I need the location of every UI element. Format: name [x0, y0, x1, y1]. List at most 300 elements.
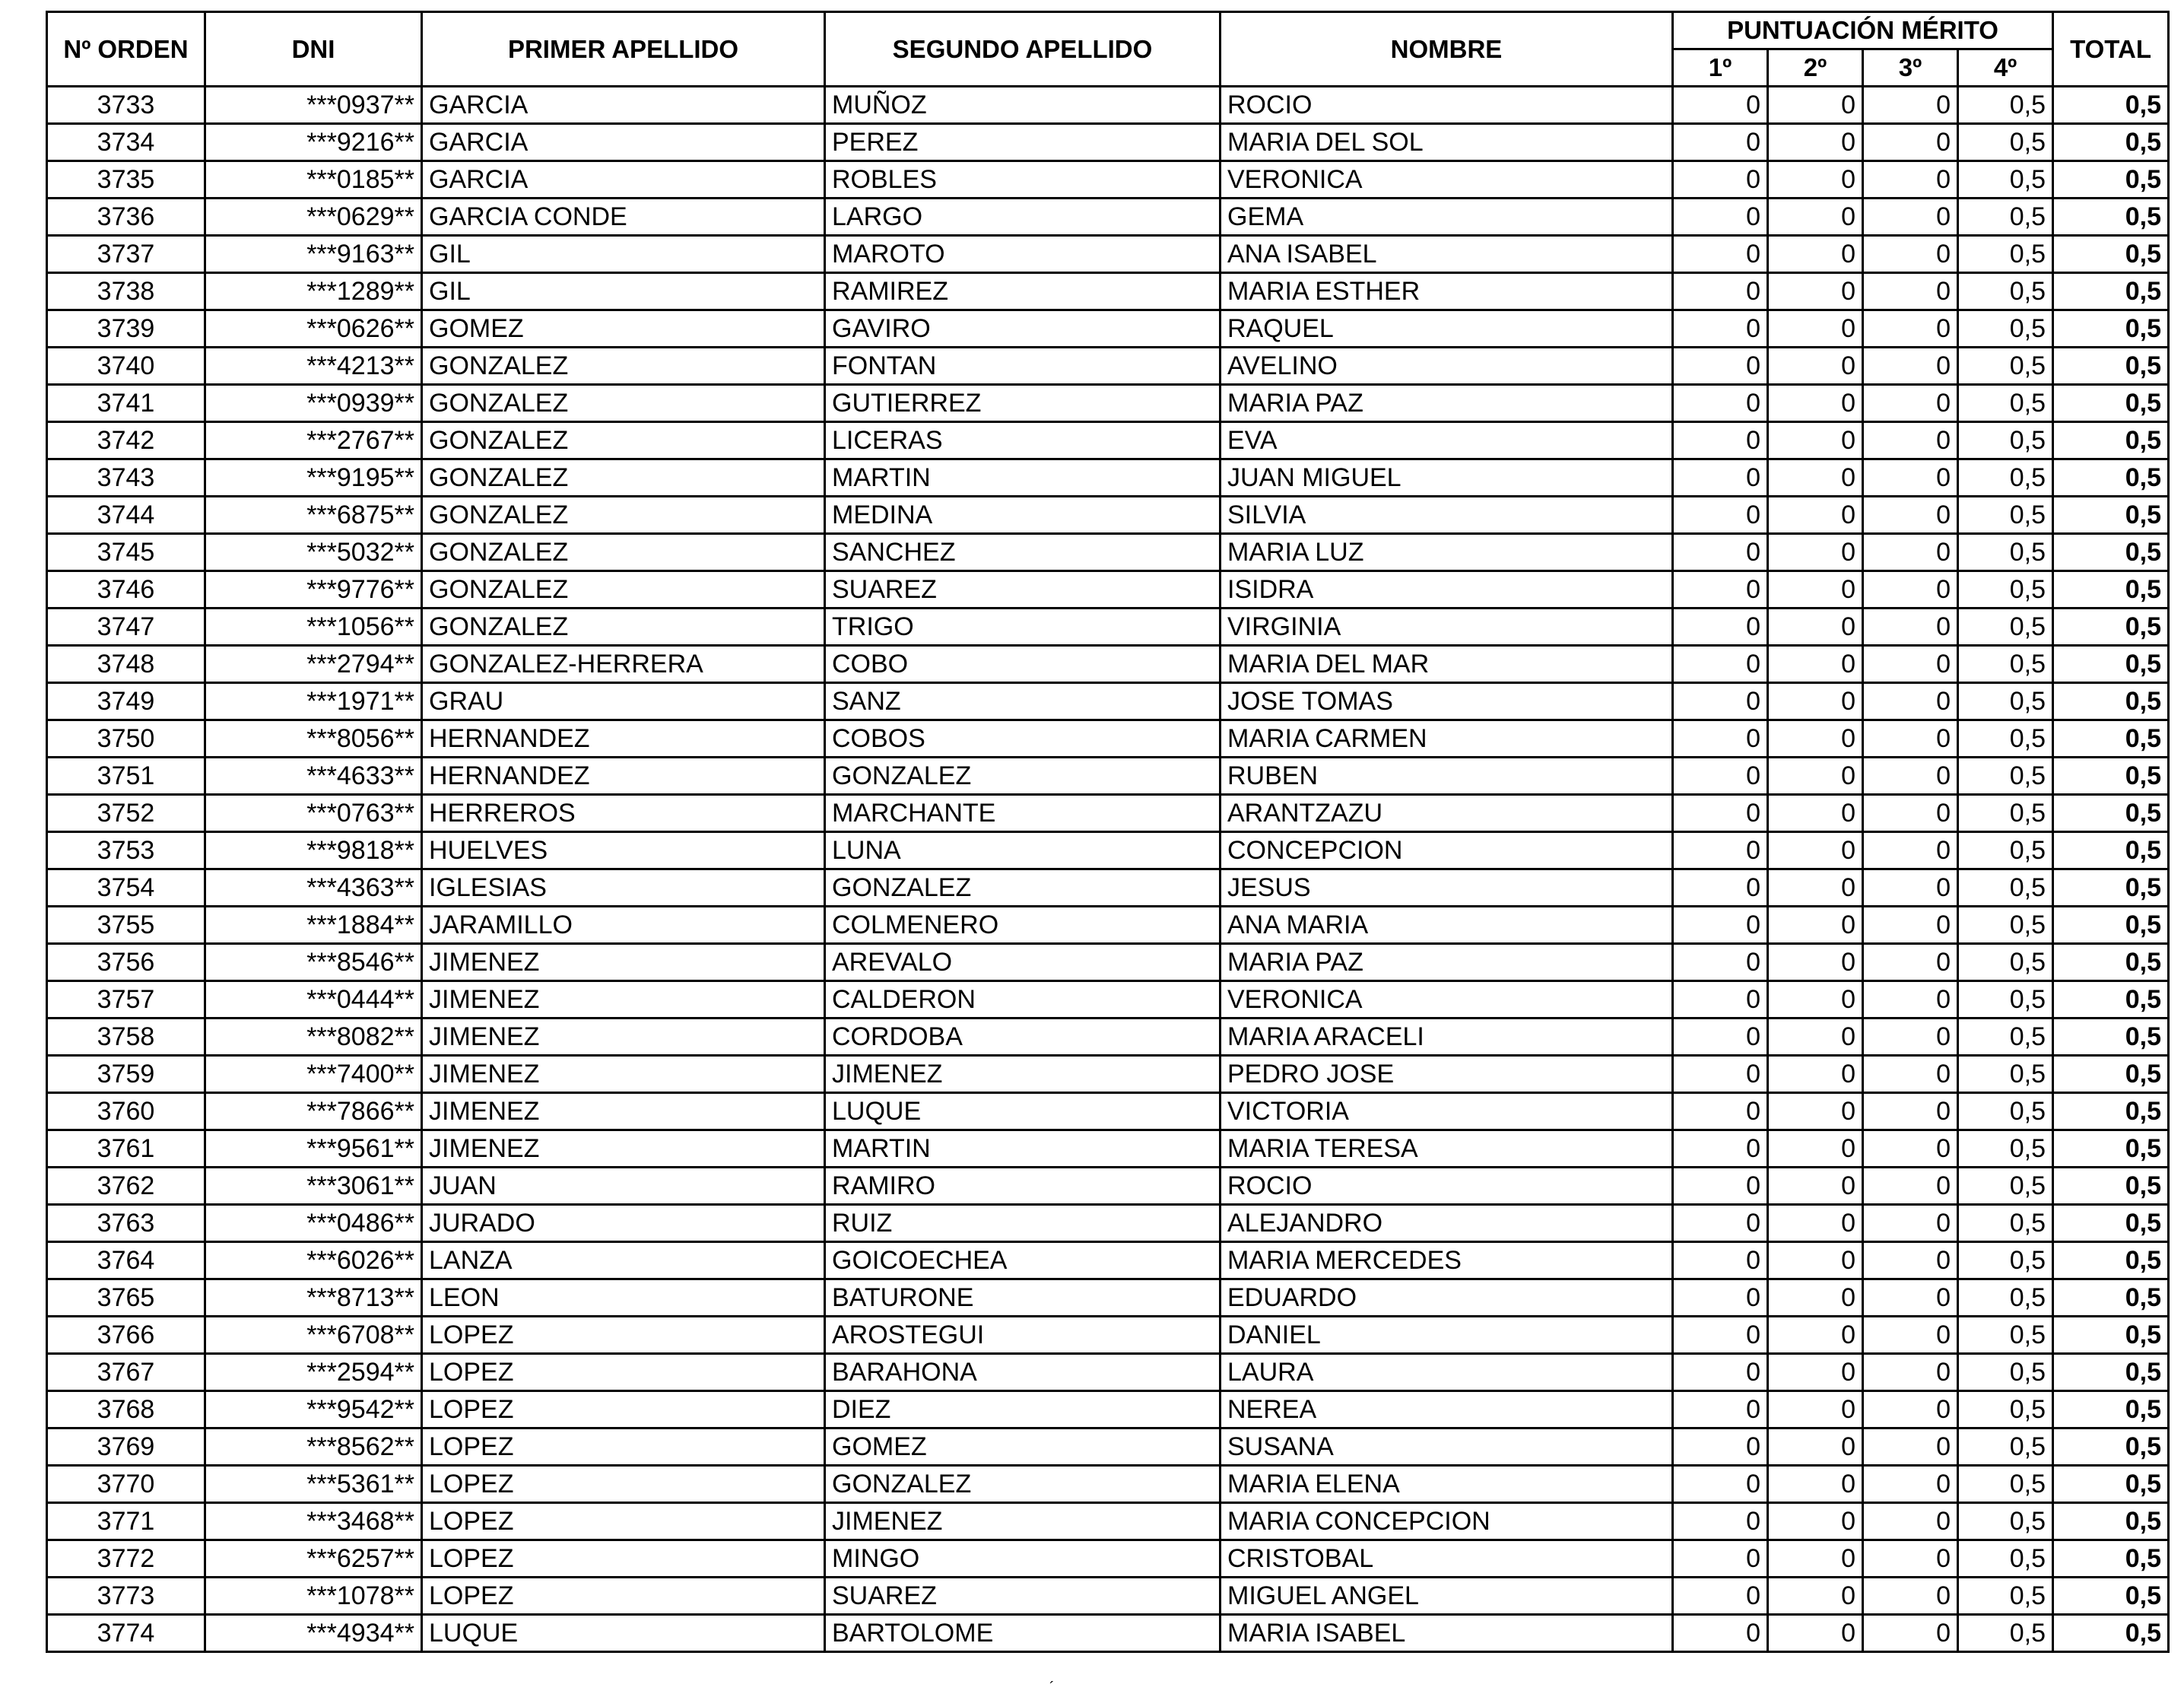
table-row — [47, 534, 2169, 571]
cell-merito-1: 0 — [1673, 1540, 1768, 1578]
cell-merito-1: 0 — [1673, 1391, 1768, 1428]
cell-orden: 3764 — [47, 1242, 205, 1279]
cell-merito-4: 0,5 — [1958, 459, 2053, 497]
cell-total: 0,5 — [2053, 497, 2169, 534]
cell-merito-4: 0,5 — [1958, 571, 2053, 609]
cell-nombre: LAURA — [1221, 1354, 1673, 1391]
cell-segundo-apellido: CORDOBA — [825, 1019, 1221, 1056]
cell-segundo-apellido: MARTIN — [825, 459, 1221, 497]
cell-merito-2: 0 — [1768, 981, 1863, 1019]
cell-nombre: ANA ISABEL — [1221, 236, 1673, 273]
cell-merito-2: 0 — [1768, 795, 1863, 832]
cell-nombre: AVELINO — [1221, 348, 1673, 385]
cell-nombre: SUSANA — [1221, 1428, 1673, 1466]
cell-segundo-apellido: GONZALEZ — [825, 1466, 1221, 1503]
cell-merito-1: 0 — [1673, 944, 1768, 981]
cell-orden: 3760 — [47, 1093, 205, 1130]
cell-primer-apellido: GONZALEZ — [422, 459, 825, 497]
cell-primer-apellido: JIMENEZ — [422, 1093, 825, 1130]
cell-primer-apellido: HERREROS — [422, 795, 825, 832]
cell-merito-4: 0,5 — [1958, 310, 2053, 348]
cell-merito-2: 0 — [1768, 646, 1863, 683]
cell-merito-3: 0 — [1863, 1093, 1958, 1130]
cell-segundo-apellido: MARCHANTE — [825, 795, 1221, 832]
cell-merito-3: 0 — [1863, 869, 1958, 907]
cell-primer-apellido: JUAN — [422, 1168, 825, 1205]
cell-total: 0,5 — [2053, 683, 2169, 720]
cell-dni: ***8082** — [205, 1019, 422, 1056]
table-row — [47, 1205, 2169, 1242]
cell-merito-3: 0 — [1863, 1615, 1958, 1652]
cell-nombre: VIRGINIA — [1221, 609, 1673, 646]
cell-orden: 3751 — [47, 758, 205, 795]
cell-orden: 3753 — [47, 832, 205, 869]
cell-orden: 3755 — [47, 907, 205, 944]
cell-segundo-apellido: COLMENERO — [825, 907, 1221, 944]
table-row — [47, 1279, 2169, 1317]
cell-orden: 3745 — [47, 534, 205, 571]
cell-nombre: ISIDRA — [1221, 571, 1673, 609]
cell-merito-3: 0 — [1863, 459, 1958, 497]
cell-dni: ***4363** — [205, 869, 422, 907]
cell-merito-1: 0 — [1673, 571, 1768, 609]
cell-segundo-apellido: GOICOECHEA — [825, 1242, 1221, 1279]
cell-segundo-apellido: RUIZ — [825, 1205, 1221, 1242]
cell-merito-4: 0,5 — [1958, 1540, 2053, 1578]
table-row — [47, 273, 2169, 310]
cell-dni: ***9195** — [205, 459, 422, 497]
cell-dni: ***8056** — [205, 720, 422, 758]
table-row — [47, 87, 2169, 124]
cell-total: 0,5 — [2053, 1428, 2169, 1466]
cell-merito-3: 0 — [1863, 124, 1958, 161]
cell-merito-3: 0 — [1863, 1130, 1958, 1168]
cell-merito-2: 0 — [1768, 199, 1863, 236]
cell-merito-3: 0 — [1863, 534, 1958, 571]
cell-orden: 3763 — [47, 1205, 205, 1242]
cell-merito-4: 0,5 — [1958, 1279, 2053, 1317]
cell-dni: ***5032** — [205, 534, 422, 571]
cell-dni: ***2767** — [205, 422, 422, 459]
table-row — [47, 1130, 2169, 1168]
cell-orden: 3769 — [47, 1428, 205, 1466]
cell-merito-3: 0 — [1863, 1205, 1958, 1242]
cell-merito-3: 0 — [1863, 832, 1958, 869]
cell-orden: 3742 — [47, 422, 205, 459]
cell-dni: ***2794** — [205, 646, 422, 683]
col-header-puntuacion-merito: PUNTUACIÓN MÉRITO — [1673, 12, 2053, 49]
cell-merito-2: 0 — [1768, 1354, 1863, 1391]
cell-merito-1: 0 — [1673, 609, 1768, 646]
cell-merito-1: 0 — [1673, 310, 1768, 348]
cell-merito-3: 0 — [1863, 1391, 1958, 1428]
cell-primer-apellido: JIMENEZ — [422, 1056, 825, 1093]
table-row — [47, 1466, 2169, 1503]
cell-dni: ***3468** — [205, 1503, 422, 1540]
cell-primer-apellido: LOPEZ — [422, 1540, 825, 1578]
cell-total: 0,5 — [2053, 1130, 2169, 1168]
table-row — [47, 199, 2169, 236]
cell-dni: ***1078** — [205, 1578, 422, 1615]
cell-orden: 3749 — [47, 683, 205, 720]
table-row — [47, 1578, 2169, 1615]
cell-dni: ***0185** — [205, 161, 422, 199]
cell-merito-2: 0 — [1768, 161, 1863, 199]
col-header-nombre: NOMBRE — [1221, 12, 1673, 87]
cell-merito-3: 0 — [1863, 1540, 1958, 1578]
cell-primer-apellido: LOPEZ — [422, 1578, 825, 1615]
table-row — [47, 758, 2169, 795]
cell-merito-4: 0,5 — [1958, 1093, 2053, 1130]
cell-dni: ***9542** — [205, 1391, 422, 1428]
cell-merito-2: 0 — [1768, 1391, 1863, 1428]
cell-primer-apellido: LEON — [422, 1279, 825, 1317]
cell-primer-apellido: GIL — [422, 273, 825, 310]
cell-merito-4: 0,5 — [1958, 422, 2053, 459]
cell-orden: 3762 — [47, 1168, 205, 1205]
table-row — [47, 795, 2169, 832]
cell-total: 0,5 — [2053, 1503, 2169, 1540]
cell-primer-apellido: GIL — [422, 236, 825, 273]
cell-primer-apellido: LOPEZ — [422, 1503, 825, 1540]
cell-nombre: ROCIO — [1221, 1168, 1673, 1205]
cell-merito-4: 0,5 — [1958, 1615, 2053, 1652]
cell-merito-1: 0 — [1673, 87, 1768, 124]
cell-segundo-apellido: MUÑOZ — [825, 87, 1221, 124]
cell-orden: 3752 — [47, 795, 205, 832]
cell-primer-apellido: LANZA — [422, 1242, 825, 1279]
cell-nombre: JUAN MIGUEL — [1221, 459, 1673, 497]
cell-merito-1: 0 — [1673, 161, 1768, 199]
table-row — [47, 459, 2169, 497]
cell-orden: 3736 — [47, 199, 205, 236]
cell-segundo-apellido: BARAHONA — [825, 1354, 1221, 1391]
cell-total: 0,5 — [2053, 534, 2169, 571]
cell-merito-1: 0 — [1673, 422, 1768, 459]
cell-nombre: MARIA LUZ — [1221, 534, 1673, 571]
cell-segundo-apellido: BARTOLOME — [825, 1615, 1221, 1652]
cell-merito-2: 0 — [1768, 720, 1863, 758]
cell-nombre: VERONICA — [1221, 981, 1673, 1019]
cell-total: 0,5 — [2053, 944, 2169, 981]
cell-dni: ***2594** — [205, 1354, 422, 1391]
cell-orden: 3735 — [47, 161, 205, 199]
table-row — [47, 497, 2169, 534]
cell-merito-3: 0 — [1863, 1428, 1958, 1466]
cell-merito-1: 0 — [1673, 497, 1768, 534]
cell-segundo-apellido: JIMENEZ — [825, 1056, 1221, 1093]
table-row — [47, 1168, 2169, 1205]
cell-primer-apellido: GONZALEZ — [422, 422, 825, 459]
cell-merito-4: 0,5 — [1958, 124, 2053, 161]
cell-merito-4: 0,5 — [1958, 199, 2053, 236]
cell-dni: ***7866** — [205, 1093, 422, 1130]
cell-dni: ***4633** — [205, 758, 422, 795]
cell-merito-1: 0 — [1673, 869, 1768, 907]
cell-nombre: MARIA PAZ — [1221, 944, 1673, 981]
cell-segundo-apellido: GONZALEZ — [825, 869, 1221, 907]
cell-segundo-apellido: BATURONE — [825, 1279, 1221, 1317]
cell-nombre: ANA MARIA — [1221, 907, 1673, 944]
cell-segundo-apellido: MINGO — [825, 1540, 1221, 1578]
cell-primer-apellido: JARAMILLO — [422, 907, 825, 944]
cell-orden: 3744 — [47, 497, 205, 534]
cell-total: 0,5 — [2053, 907, 2169, 944]
cell-nombre: NEREA — [1221, 1391, 1673, 1428]
cell-merito-3: 0 — [1863, 1317, 1958, 1354]
table-row — [47, 124, 2169, 161]
cell-total: 0,5 — [2053, 385, 2169, 422]
table-row — [47, 1317, 2169, 1354]
cell-merito-2: 0 — [1768, 1019, 1863, 1056]
cell-merito-3: 0 — [1863, 1168, 1958, 1205]
cell-segundo-apellido: TRIGO — [825, 609, 1221, 646]
cell-merito-2: 0 — [1768, 869, 1863, 907]
cell-total: 0,5 — [2053, 1466, 2169, 1503]
cell-segundo-apellido: FONTAN — [825, 348, 1221, 385]
cell-orden: 3756 — [47, 944, 205, 981]
cell-total: 0,5 — [2053, 1279, 2169, 1317]
cell-nombre: ALEJANDRO — [1221, 1205, 1673, 1242]
cell-total: 0,5 — [2053, 1354, 2169, 1391]
cell-merito-3: 0 — [1863, 1578, 1958, 1615]
cell-merito-2: 0 — [1768, 348, 1863, 385]
cell-merito-1: 0 — [1673, 832, 1768, 869]
cell-primer-apellido: LOPEZ — [422, 1317, 825, 1354]
cell-dni: ***9561** — [205, 1130, 422, 1168]
cell-merito-1: 0 — [1673, 1354, 1768, 1391]
cell-dni: ***1884** — [205, 907, 422, 944]
cell-total: 0,5 — [2053, 273, 2169, 310]
cell-merito-1: 0 — [1673, 795, 1768, 832]
cell-orden: 3767 — [47, 1354, 205, 1391]
cell-merito-3: 0 — [1863, 1466, 1958, 1503]
cell-dni: ***1056** — [205, 609, 422, 646]
cell-orden: 3747 — [47, 609, 205, 646]
cell-merito-4: 0,5 — [1958, 944, 2053, 981]
cell-nombre: MARIA ELENA — [1221, 1466, 1673, 1503]
cell-merito-1: 0 — [1673, 1317, 1768, 1354]
cell-nombre: MARIA PAZ — [1221, 385, 1673, 422]
col-header-merito-3: 3º — [1863, 49, 1958, 87]
cell-primer-apellido: LOPEZ — [422, 1466, 825, 1503]
cell-primer-apellido: JURADO — [422, 1205, 825, 1242]
cell-total: 0,5 — [2053, 1615, 2169, 1652]
cell-nombre: MARIA TERESA — [1221, 1130, 1673, 1168]
cell-total: 0,5 — [2053, 1578, 2169, 1615]
cell-dni: ***0763** — [205, 795, 422, 832]
cell-segundo-apellido: AROSTEGUI — [825, 1317, 1221, 1354]
cell-primer-apellido: LOPEZ — [422, 1354, 825, 1391]
cell-merito-4: 0,5 — [1958, 720, 2053, 758]
cell-merito-4: 0,5 — [1958, 683, 2053, 720]
cell-segundo-apellido: ROBLES — [825, 161, 1221, 199]
cell-nombre: MARIA ARACELI — [1221, 1019, 1673, 1056]
cell-dni: ***9818** — [205, 832, 422, 869]
cell-nombre: MARIA CARMEN — [1221, 720, 1673, 758]
cell-merito-4: 0,5 — [1958, 236, 2053, 273]
cell-segundo-apellido: COBO — [825, 646, 1221, 683]
cell-dni: ***8713** — [205, 1279, 422, 1317]
cell-dni: ***0629** — [205, 199, 422, 236]
cell-segundo-apellido: SANCHEZ — [825, 534, 1221, 571]
cell-merito-2: 0 — [1768, 1540, 1863, 1578]
table-row — [47, 348, 2169, 385]
cell-dni: ***9216** — [205, 124, 422, 161]
cell-merito-1: 0 — [1673, 1578, 1768, 1615]
cell-total: 0,5 — [2053, 459, 2169, 497]
cell-merito-4: 0,5 — [1958, 1130, 2053, 1168]
cell-merito-2: 0 — [1768, 1317, 1863, 1354]
cell-merito-1: 0 — [1673, 348, 1768, 385]
cell-primer-apellido: LOPEZ — [422, 1428, 825, 1466]
cell-merito-4: 0,5 — [1958, 1242, 2053, 1279]
cell-merito-2: 0 — [1768, 87, 1863, 124]
cell-dni: ***3061** — [205, 1168, 422, 1205]
cell-merito-1: 0 — [1673, 1019, 1768, 1056]
cell-nombre: VERONICA — [1221, 161, 1673, 199]
cell-merito-3: 0 — [1863, 758, 1958, 795]
cell-merito-4: 0,5 — [1958, 646, 2053, 683]
cell-merito-2: 0 — [1768, 459, 1863, 497]
cell-orden: 3738 — [47, 273, 205, 310]
cell-dni: ***4213** — [205, 348, 422, 385]
cell-nombre: SILVIA — [1221, 497, 1673, 534]
cell-merito-1: 0 — [1673, 1056, 1768, 1093]
table-row — [47, 981, 2169, 1019]
cell-primer-apellido: JIMENEZ — [422, 1130, 825, 1168]
cell-total: 0,5 — [2053, 1540, 2169, 1578]
cell-nombre: ROCIO — [1221, 87, 1673, 124]
cell-orden: 3758 — [47, 1019, 205, 1056]
cell-nombre: MIGUEL ANGEL — [1221, 1578, 1673, 1615]
cell-orden: 3750 — [47, 720, 205, 758]
table-row — [47, 236, 2169, 273]
cell-orden: 3766 — [47, 1317, 205, 1354]
cell-primer-apellido: GONZALEZ — [422, 348, 825, 385]
cell-total: 0,5 — [2053, 1242, 2169, 1279]
cell-merito-1: 0 — [1673, 1466, 1768, 1503]
cell-primer-apellido: HERNANDEZ — [422, 720, 825, 758]
cell-merito-3: 0 — [1863, 497, 1958, 534]
table-row — [47, 1391, 2169, 1428]
cell-merito-3: 0 — [1863, 1056, 1958, 1093]
cell-total: 0,5 — [2053, 124, 2169, 161]
cell-merito-4: 0,5 — [1958, 1391, 2053, 1428]
cell-merito-3: 0 — [1863, 646, 1958, 683]
cell-dni: ***6708** — [205, 1317, 422, 1354]
cell-dni: ***0937** — [205, 87, 422, 124]
cell-merito-2: 0 — [1768, 1093, 1863, 1130]
cell-total: 0,5 — [2053, 758, 2169, 795]
cell-primer-apellido: GONZALEZ — [422, 385, 825, 422]
cell-dni: ***9163** — [205, 236, 422, 273]
table-row — [47, 1019, 2169, 1056]
cell-segundo-apellido: DIEZ — [825, 1391, 1221, 1428]
col-header-primer-apellido: PRIMER APELLIDO — [422, 12, 825, 87]
cell-nombre: GEMA — [1221, 199, 1673, 236]
cell-merito-2: 0 — [1768, 1056, 1863, 1093]
cell-merito-2: 0 — [1768, 1279, 1863, 1317]
cell-total: 0,5 — [2053, 1391, 2169, 1428]
cell-primer-apellido: GONZALEZ — [422, 571, 825, 609]
cell-total: 0,5 — [2053, 571, 2169, 609]
cell-merito-2: 0 — [1768, 609, 1863, 646]
cell-orden: 3770 — [47, 1466, 205, 1503]
cell-dni: ***0444** — [205, 981, 422, 1019]
table-row — [47, 1093, 2169, 1130]
cell-segundo-apellido: GUTIERREZ — [825, 385, 1221, 422]
cell-merito-2: 0 — [1768, 944, 1863, 981]
cell-merito-3: 0 — [1863, 273, 1958, 310]
table-row — [47, 646, 2169, 683]
cell-merito-3: 0 — [1863, 161, 1958, 199]
cell-primer-apellido: JIMENEZ — [422, 944, 825, 981]
cell-segundo-apellido: MEDINA — [825, 497, 1221, 534]
cell-total: 0,5 — [2053, 720, 2169, 758]
table-row — [47, 1428, 2169, 1466]
cell-merito-3: 0 — [1863, 720, 1958, 758]
cell-nombre: PEDRO JOSE — [1221, 1056, 1673, 1093]
table-row — [47, 1242, 2169, 1279]
cell-merito-2: 0 — [1768, 273, 1863, 310]
cell-merito-1: 0 — [1673, 199, 1768, 236]
cell-merito-4: 0,5 — [1958, 981, 2053, 1019]
cell-merito-4: 0,5 — [1958, 161, 2053, 199]
cell-primer-apellido: GOMEZ — [422, 310, 825, 348]
cell-merito-2: 0 — [1768, 422, 1863, 459]
cell-primer-apellido: GONZALEZ-HERRERA — [422, 646, 825, 683]
cell-primer-apellido: GARCIA — [422, 87, 825, 124]
cell-merito-2: 0 — [1768, 907, 1863, 944]
cell-segundo-apellido: SUAREZ — [825, 571, 1221, 609]
cell-nombre: VICTORIA — [1221, 1093, 1673, 1130]
cell-segundo-apellido: LARGO — [825, 199, 1221, 236]
cell-merito-1: 0 — [1673, 1130, 1768, 1168]
cell-total: 0,5 — [2053, 422, 2169, 459]
cell-merito-3: 0 — [1863, 1019, 1958, 1056]
cell-merito-1: 0 — [1673, 1205, 1768, 1242]
cell-merito-4: 0,5 — [1958, 907, 2053, 944]
cell-total: 0,5 — [2053, 981, 2169, 1019]
cell-merito-4: 0,5 — [1958, 869, 2053, 907]
cell-segundo-apellido: MAROTO — [825, 236, 1221, 273]
cell-total: 0,5 — [2053, 1056, 2169, 1093]
cell-merito-3: 0 — [1863, 87, 1958, 124]
cell-segundo-apellido: JIMENEZ — [825, 1503, 1221, 1540]
col-header-dni: DNI — [205, 12, 422, 87]
col-header-merito-4: 4º — [1958, 49, 2053, 87]
table-row — [47, 422, 2169, 459]
cell-merito-3: 0 — [1863, 199, 1958, 236]
cell-merito-3: 0 — [1863, 795, 1958, 832]
cell-segundo-apellido: MARTIN — [825, 1130, 1221, 1168]
cell-merito-2: 0 — [1768, 1466, 1863, 1503]
cell-merito-2: 0 — [1768, 1428, 1863, 1466]
cell-merito-3: 0 — [1863, 385, 1958, 422]
cell-merito-1: 0 — [1673, 1279, 1768, 1317]
cell-dni: ***8562** — [205, 1428, 422, 1466]
cell-merito-3: 0 — [1863, 907, 1958, 944]
cell-merito-4: 0,5 — [1958, 534, 2053, 571]
cell-merito-1: 0 — [1673, 720, 1768, 758]
cell-merito-4: 0,5 — [1958, 273, 2053, 310]
cell-merito-4: 0,5 — [1958, 1019, 2053, 1056]
cell-dni: ***1971** — [205, 683, 422, 720]
cell-merito-4: 0,5 — [1958, 348, 2053, 385]
cell-merito-1: 0 — [1673, 1168, 1768, 1205]
table-row — [47, 571, 2169, 609]
